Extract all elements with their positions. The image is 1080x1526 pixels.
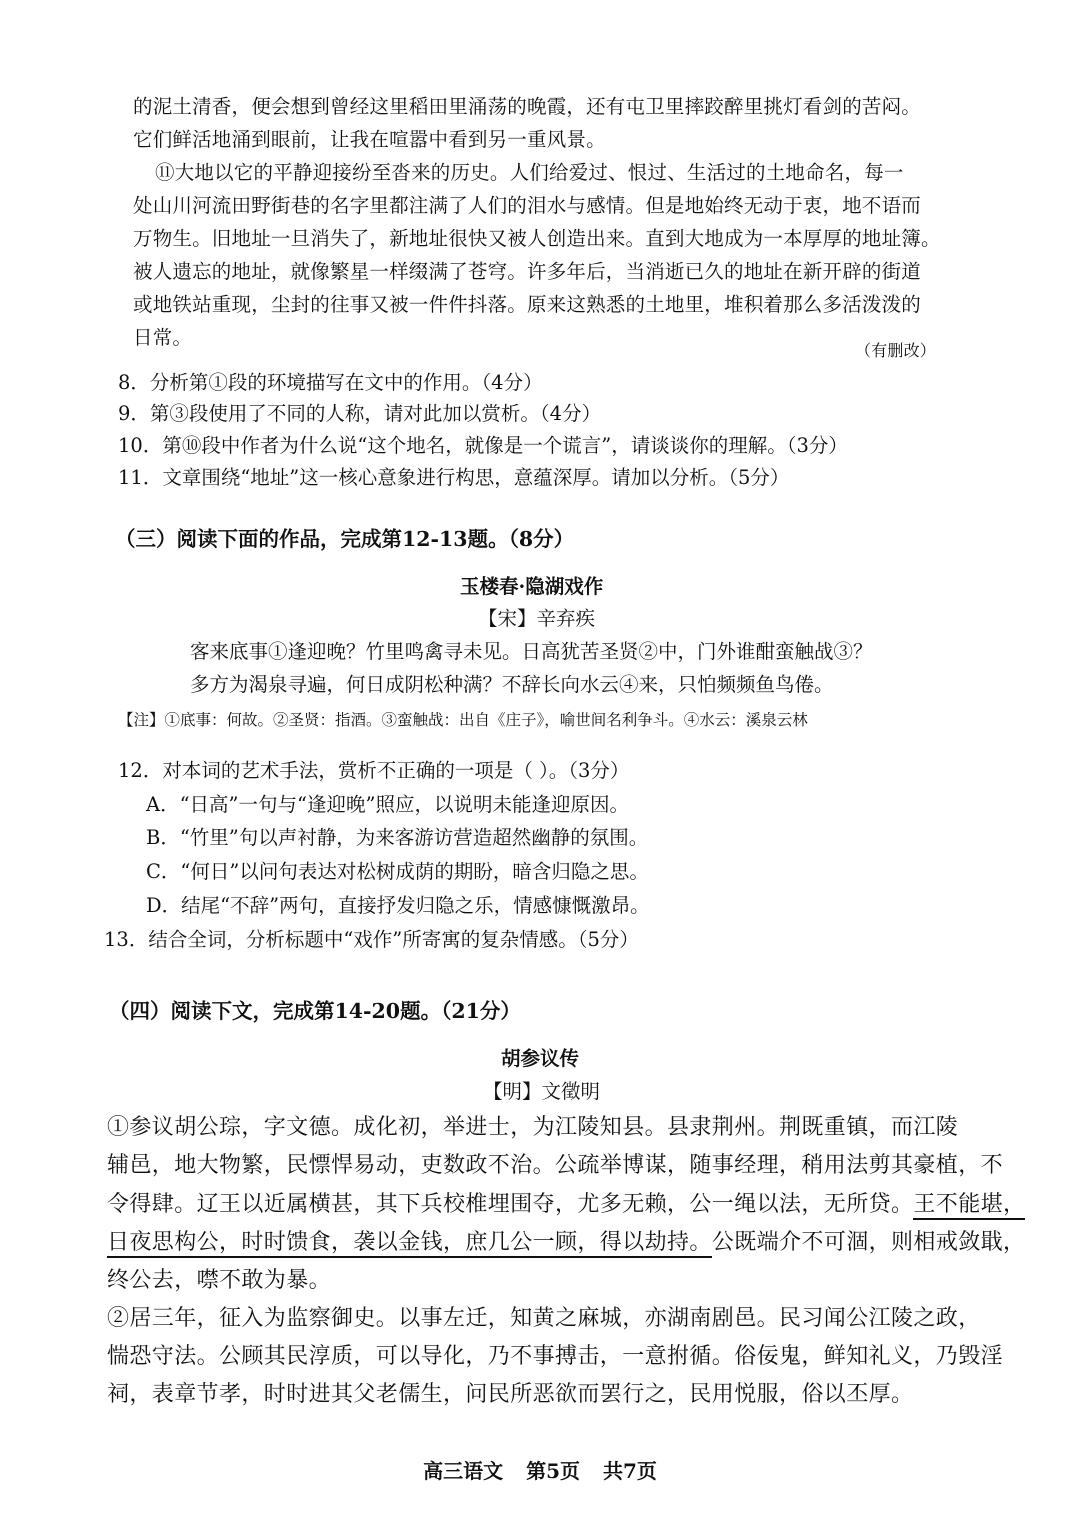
q12-option-c: C．“何日”以问句表达对松树成荫的期盼，暗含归隐之思。 (146, 860, 649, 883)
question-13: 13．结合全词，分析标题中“戏作”所寄寓的复杂情感。（5分） (104, 928, 639, 951)
section-4-heading: （四）阅读下文，完成第14-20题。（21分） (109, 999, 521, 1023)
question-12: 12．对本词的艺术手法，赏析不正确的一项是（ ）。（3分） (118, 759, 630, 782)
section-3-heading: （三）阅读下面的作品，完成第12-13题。（8分） (115, 527, 575, 551)
passage-line: 或地铁站重现，尘封的往事又被一件件抖落。原来这熟悉的土地里，堆积着那么多活泼泼的 (133, 293, 922, 316)
question-9: 9．第③段使用了不同的人称，请对此加以赏析。（4分） (118, 402, 602, 425)
essay-author: 【明】文徵明 (483, 1080, 601, 1103)
paragraph-2-line: 祠，表章节孝，时时进其父老儒生，问民所恶欲而罢行之，民用悦服，俗以丕厚。 (107, 1382, 914, 1407)
underlined-sentence: 王不能堪， (913, 1192, 1025, 1220)
question-11: 11．文章围绕“地址”这一核心意象进行构思，意蕴深厚。请加以分析。（5分） (118, 466, 790, 489)
q12-option-a: A．“日高”一句与“逢迎晚”照应，以说明未能逢迎原因。 (146, 793, 629, 816)
question-10: 10．第⑩段中作者为什么说“这个地名，就像是一个谎言”，请谈谈你的理解。（3分） (118, 434, 848, 457)
paragraph-2-line: 惴恐守法。公顾其民淳质，可以导化，乃不事搏击，一意拊循。俗佞鬼，鲜知礼义，乃毁淫 (107, 1344, 1004, 1369)
passage-line: 处山川河流田野街巷的名字里都注满了人们的泪水与感情。但是地始终无动于衷，地不语而 (133, 194, 922, 217)
paragraph-1-text: 令得肆。辽王以近属横甚，其下兵校椎埋围夺，尤多无赖，公一绳以法，无所贷。 (107, 1192, 914, 1217)
q12-option-b: B．“竹里”句以声衬静，为来客游访营造超然幽静的氛围。 (146, 826, 649, 849)
passage-line: 被人遗忘的地址，就像繁星一样缀满了苍穹。许多年后，当消逝已久的地址在新开辟的街道 (133, 260, 922, 283)
underlined-sentence: 日夜思构公，时时馈食，袭以金钱，庶几公一顾，得以劫持。 (107, 1230, 712, 1258)
question-8: 8．分析第①段的环境描写在文中的作用。（4分） (118, 371, 543, 394)
poem-note: 【注】①底事：何故。②圣贤：指酒。③蛮触战：出自《庄子》，喻世间名利争斗。④水云：溪泉云林 (118, 711, 808, 729)
poem-line: 多方为渴泉寻遍，何日成阴松种满？不辞长向水云④来，只怕频频鱼鸟倦。 (190, 673, 834, 696)
paragraph-1-line: 辅邑，地大物繁，民慓悍易动，吏数政不治。公疏举博谋，随事经理，稍用法剪其豪植，不 (107, 1153, 1004, 1178)
poem-author: 【宋】辛弃疾 (478, 607, 596, 630)
source-note: （有删改） (855, 341, 937, 360)
passage-line: 它们鲜活地涌到眼前，让我在喧嚣中看到另一重风景。 (133, 128, 606, 151)
paragraph-1-line: ①参议胡公琮，字文德。成化初，举进士，为江陵知县。县隶荆州。荆既重镇，而江陵 (107, 1115, 959, 1140)
page-footer: 高三语文 第5页 共7页 (423, 1459, 657, 1483)
poem-line: 客来底事①逢迎晚？竹里鸣禽寻未见。日高犹苦圣贤②中，门外谁酣蛮触战③？ (190, 640, 873, 663)
essay-title: 胡参议传 (501, 1047, 580, 1070)
paragraph-1-line: 终公去，噤不敢为暴。 (107, 1268, 332, 1293)
passage-line: 的泥土清香，便会想到曾经这里稻田里涌荡的晚霞，还有屯卫里摔跤醉里挑灯看剑的苦闷。 (133, 95, 922, 118)
q12-option-d: D．结尾“不辞”两句，直接抒发归隐之乐，情感慷慨激昂。 (146, 894, 650, 917)
paragraph-1-line (107, 1228, 1025, 1258)
passage-line: ⑪大地以它的平静迎接纷至沓来的历史。人们给爱过、恨过、生活过的土地命名，每一 (155, 161, 904, 184)
passage-line: 日常。 (133, 326, 193, 349)
paragraph-1-line (107, 1190, 1025, 1220)
poem-title: 玉楼春·隐湖戏作 (460, 575, 604, 598)
paragraph-1-text: 公既端介不可涸，则相戒敛戢， (711, 1230, 1026, 1255)
paragraph-2-line: ②居三年，征入为监察御史。以事左迁，知黄之麻城，亦湖南剧邑。民习闻公江陵之政， (107, 1306, 981, 1331)
passage-line: 万物生。旧地址一旦消失了，新地址很快又被人创造出来。直到大地成为一本厚厚的地址簿。 (133, 227, 941, 250)
